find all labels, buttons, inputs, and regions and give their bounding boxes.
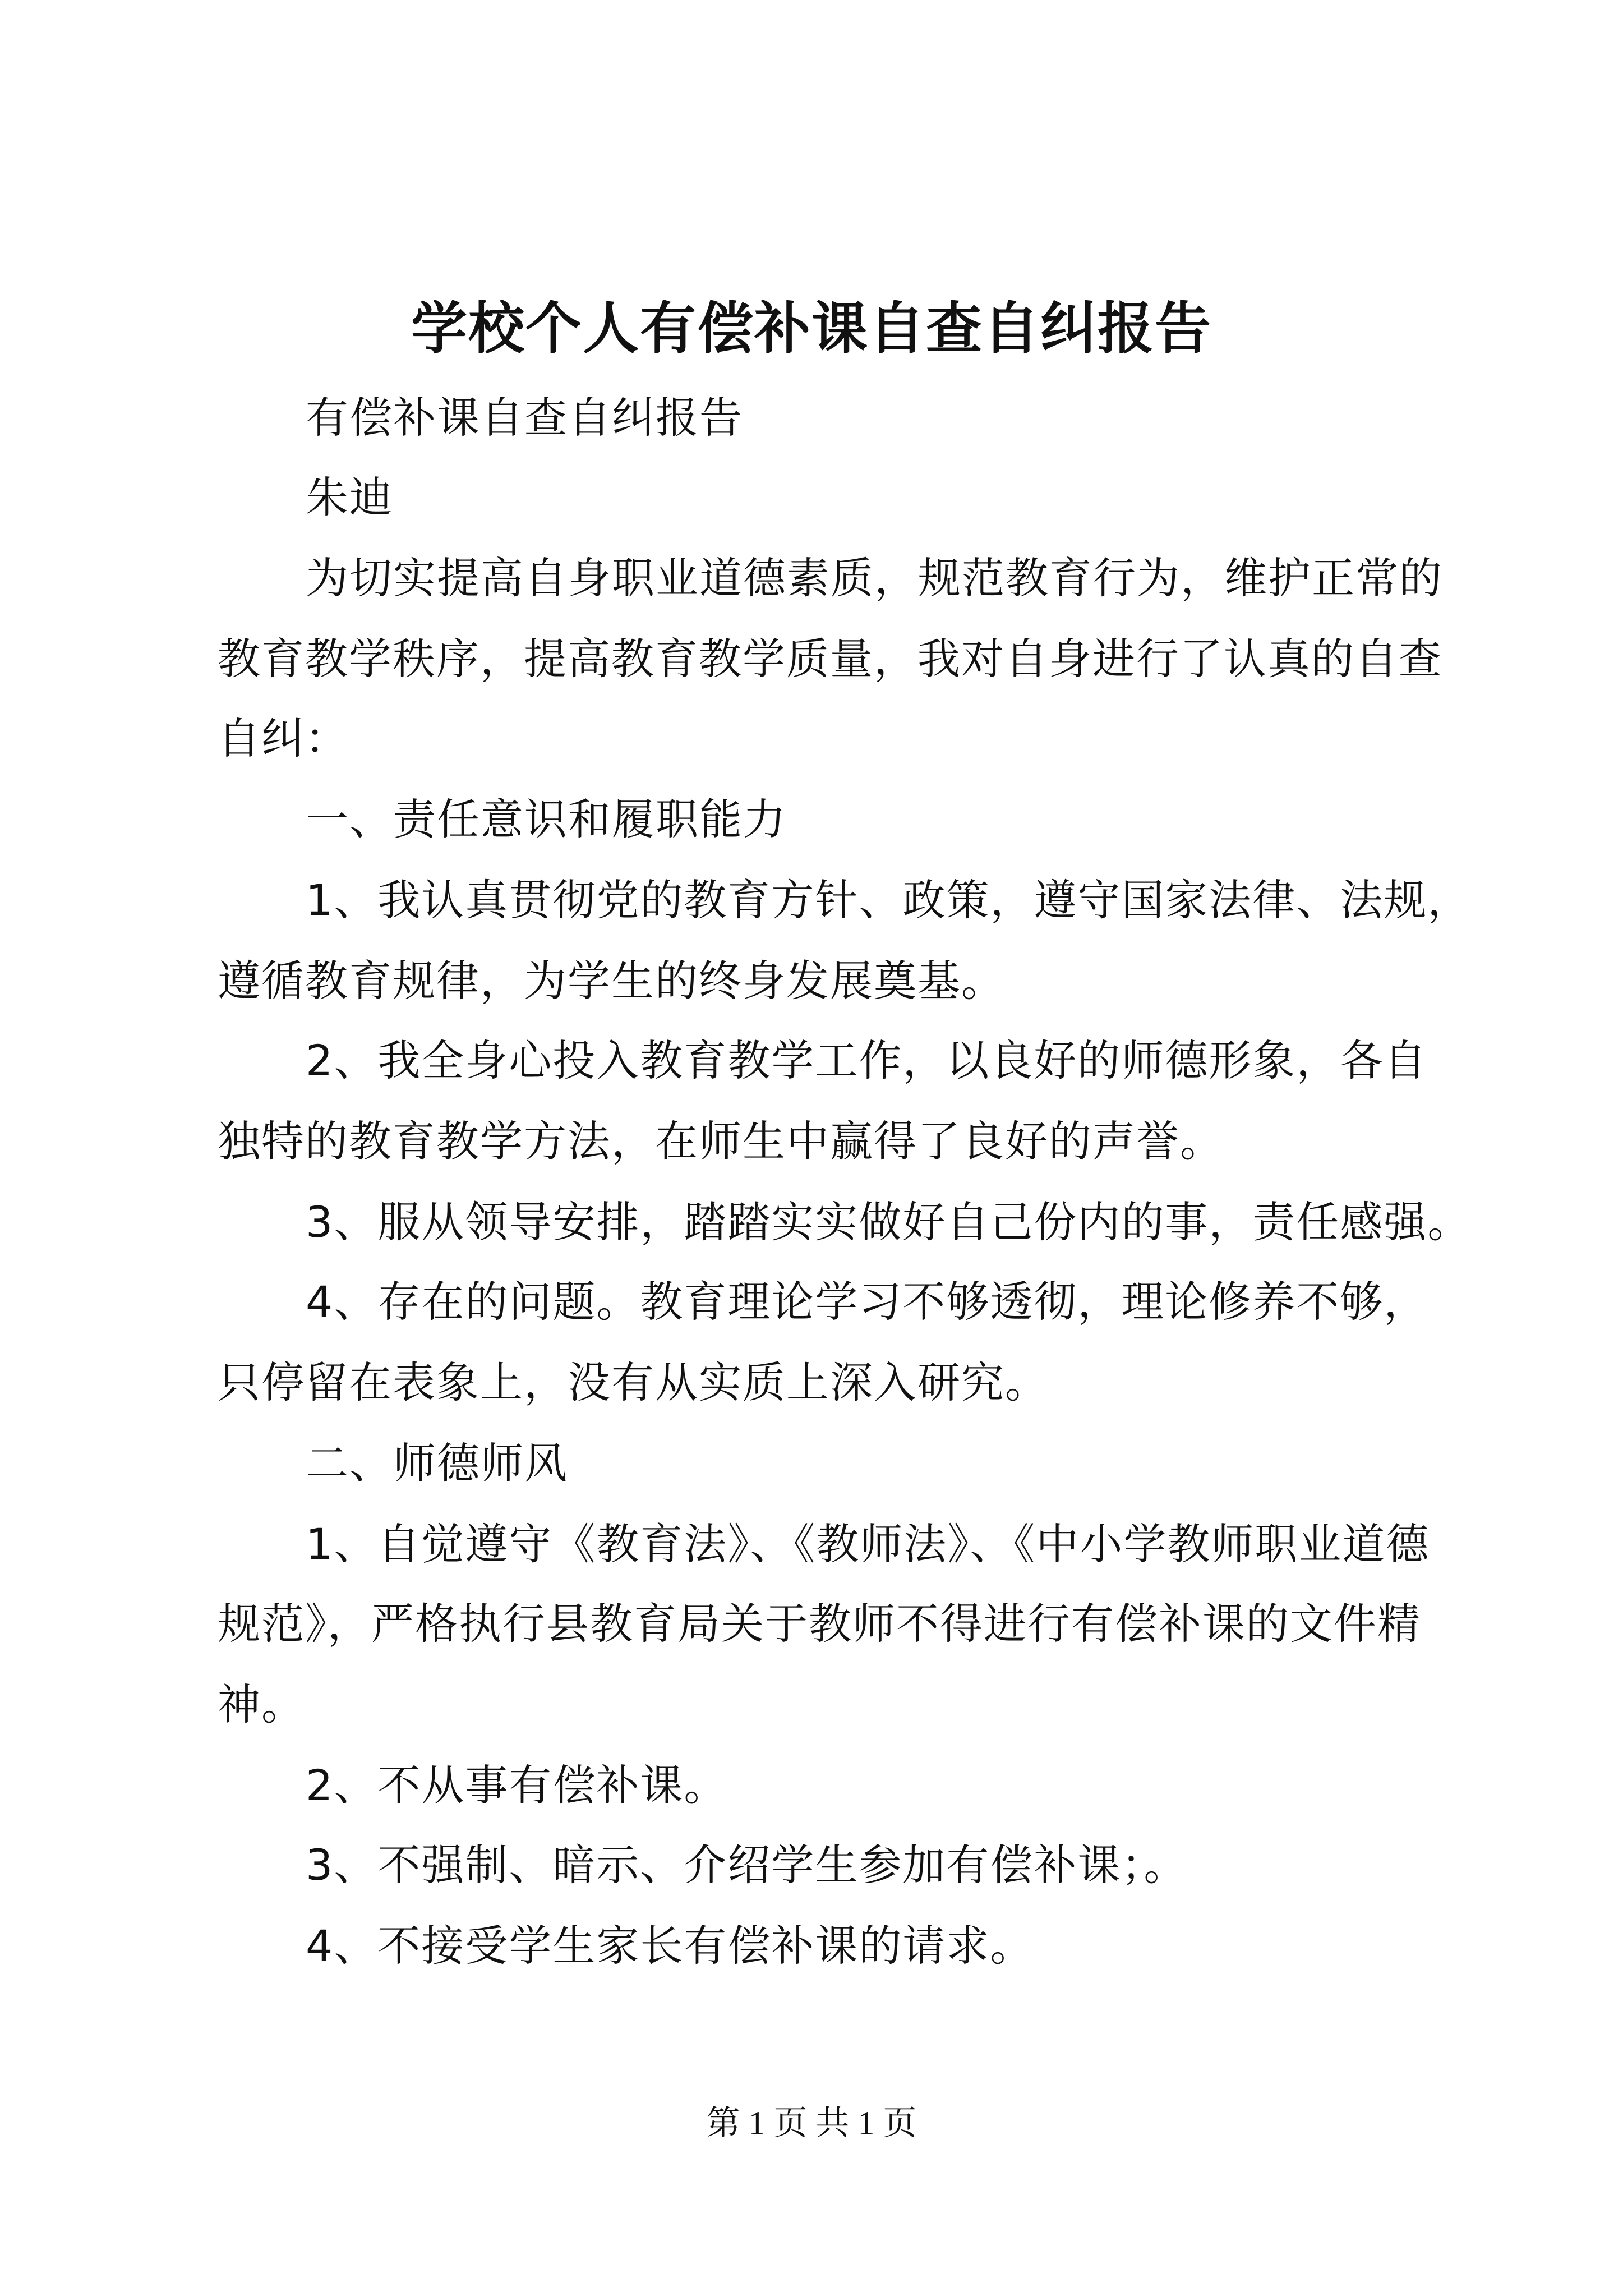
paragraph-line: 遵循教育规律，为学生的终身发展奠基。 <box>218 956 1005 1006</box>
subtitle-line: 有偿补课自查自纠报告 <box>306 393 743 443</box>
paragraph-line: 只停留在表象上，没有从实质上深入研究。 <box>218 1358 1049 1407</box>
paragraph-line: 2、我全身心投入教育教学工作，以良好的师德形象，各自 <box>306 1036 1428 1085</box>
paragraph-line: 4、存在的问题。教育理论学习不够透彻，理论修养不够， <box>306 1277 1428 1327</box>
paragraph-line: 教育教学秩序，提高教育教学质量，我对自身进行了认真的自查 <box>218 634 1442 684</box>
paragraph-line: 3、不强制、暗示、介绍学生参加有偿补课；。 <box>306 1840 1188 1890</box>
paragraph-line: 为切实提高自身职业道德素质，规范教育行为，维护正常的 <box>306 553 1443 603</box>
section-heading: 二、师德师风 <box>306 1438 568 1488</box>
paragraph-line: 自纠： <box>218 714 349 763</box>
paragraph-line: 3、服从领导安排，踏踏实实做好自己份内的事，责任感强。 <box>306 1197 1472 1247</box>
paragraph-line: 1、自觉遵守《教育法》、《教师法》、《中小学教师职业道德 <box>306 1519 1430 1569</box>
paragraph-line: 4、不接受学生家长有偿补课的请求。 <box>306 1921 1034 1971</box>
document-title: 学校个人有偿补课自查自纠报告 <box>411 295 1212 361</box>
paragraph-line: 独特的教育教学方法，在师生中赢得了良好的声誉。 <box>218 1116 1224 1166</box>
page-footer: 第 1 页 共 1 页 <box>706 2105 917 2142</box>
author-line: 朱迪 <box>306 472 393 522</box>
paragraph-line: 神。 <box>218 1680 305 1729</box>
paragraph-line: 2、不从事有偿补课。 <box>306 1760 728 1810</box>
paragraph-line: 1、我认真贯彻党的教育方针、政策，遵守国家法律、法规， <box>306 875 1472 925</box>
section-heading: 一、责任意识和履职能力 <box>306 794 787 844</box>
paragraph-line: 规范》，严格执行县教育局关于教师不得进行有偿补课的文件精 <box>218 1599 1421 1649</box>
